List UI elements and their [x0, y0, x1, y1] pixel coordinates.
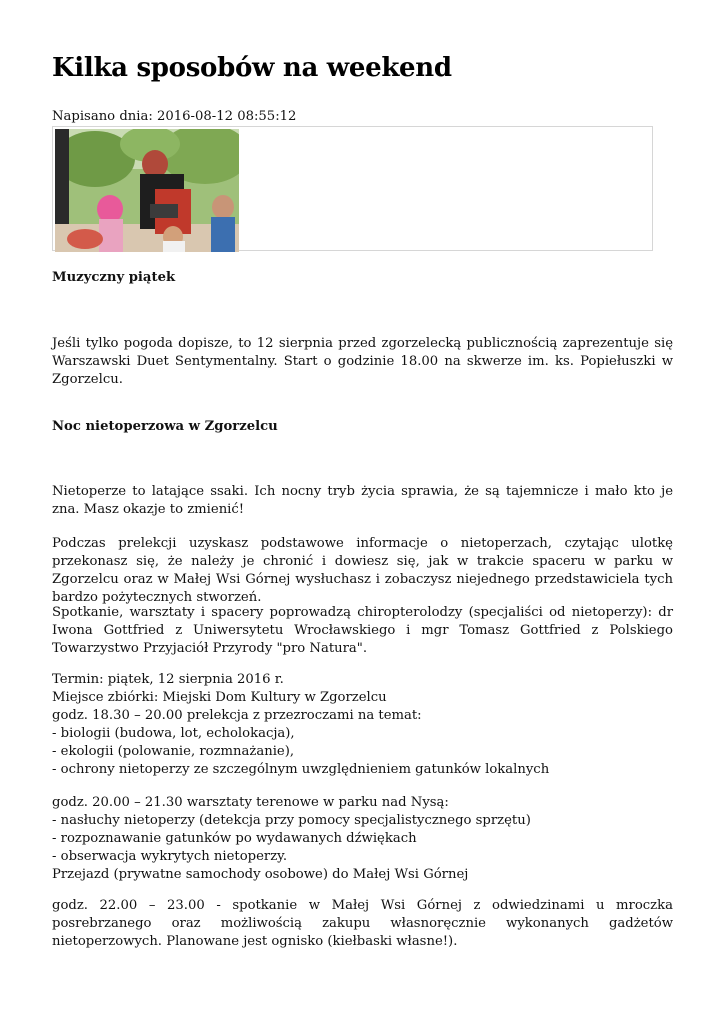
schedule-line: Miejsce zbiórki: Miejski Dom Kultury w Zgorzelcu: [52, 690, 387, 705]
schedule-line: - ochrony nietoperzy ze szczególnym uwzględnieniem gatunków lokalnych: [52, 762, 550, 777]
paragraph-evening-meeting: godz. 22.00 – 23.00 - spotkanie w Małej Wsi Górnej z odwiedzinami u mroczka posrebrzanego oraz możliwością zakupu własnoręcznie wykonanych gadżetów nietoperzowych. Planowane jest ognisko (kiełbaski własne!).: [52, 898, 673, 949]
schedule-line: godz. 20.00 – 21.30 warsztaty terenowe w parku nad Nysą:: [52, 795, 449, 810]
schedule-line: Termin: piątek, 12 sierpnia 2016 r.: [52, 672, 284, 687]
schedule-line: Przejazd (prywatne samochody osobowe) do Małej Wsi Górnej: [52, 867, 469, 882]
section-heading-music-friday: Muzyczny piątek: [52, 270, 176, 285]
article-photo: [55, 129, 239, 252]
schedule-line: godz. 18.30 – 20.00 prelekcja z przezroczami na temat:: [52, 708, 422, 723]
schedule-line: - ekologii (polowanie, rozmnażanie),: [52, 744, 295, 759]
article-title: Kilka sposobów na weekend: [52, 53, 452, 83]
schedule-workshops: [52, 794, 673, 884]
schedule-line: - rozpoznawanie gatunków po wydawanych dźwiękach: [52, 831, 417, 846]
schedule-line: - nasłuchy nietoperzy (detekcja przy pomocy specjalistycznego sprzętu): [52, 813, 531, 828]
paragraph-organizers: Spotkanie, warsztaty i spacery poprowadzą chiropterolodzy (specjaliści od nietoperzy): dr Iwona Gottfried z Uniwersytetu Wrocławskiego i mgr Tomasz Gottfried z Polskiego Towarzystwo Przyjaciół Przyrody "pro Natura".: [52, 605, 673, 656]
schedule-line: - obserwacja wykrytych nietoperzy.: [52, 849, 288, 864]
publish-date: Napisano dnia: 2016-08-12 08:55:12: [52, 109, 297, 124]
section-heading-bat-night: Noc nietoperzowa w Zgorzelcu: [52, 419, 278, 434]
schedule-lecture: [52, 671, 673, 779]
paragraph-bats-intro: Nietoperze to latające ssaki. Ich nocny tryb życia sprawia, że są tajemnicze i mało kto je zna. Masz okazje to zmienić!: [52, 484, 673, 517]
paragraph-lecture-info: Podczas prelekcji uzyskasz podstawowe informacje o nietoperzach, czytając ulotkę przekonasz się, że należy je chronić i dowiesz się, jak w trakcie spaceru w parku w Zgorzelcu oraz w Małej Wsi Górnej wysłuchasz i zobaczysz niejednego przedstawiciela tych bardzo pożytecznych stworzeń.: [52, 536, 673, 605]
paragraph-music-friday: Jeśli tylko pogoda dopisze, to 12 sierpnia przed zgorzelecką publicznością zaprezentuje się Warszawski Duet Sentymentalny. Start o godzinie 18.00 na skwerze im. ks. Popiełuszki w Zgorzelcu.: [52, 336, 673, 387]
image-frame: [52, 126, 653, 251]
schedule-line: - biologii (budowa, lot, echolokacja),: [52, 726, 295, 741]
